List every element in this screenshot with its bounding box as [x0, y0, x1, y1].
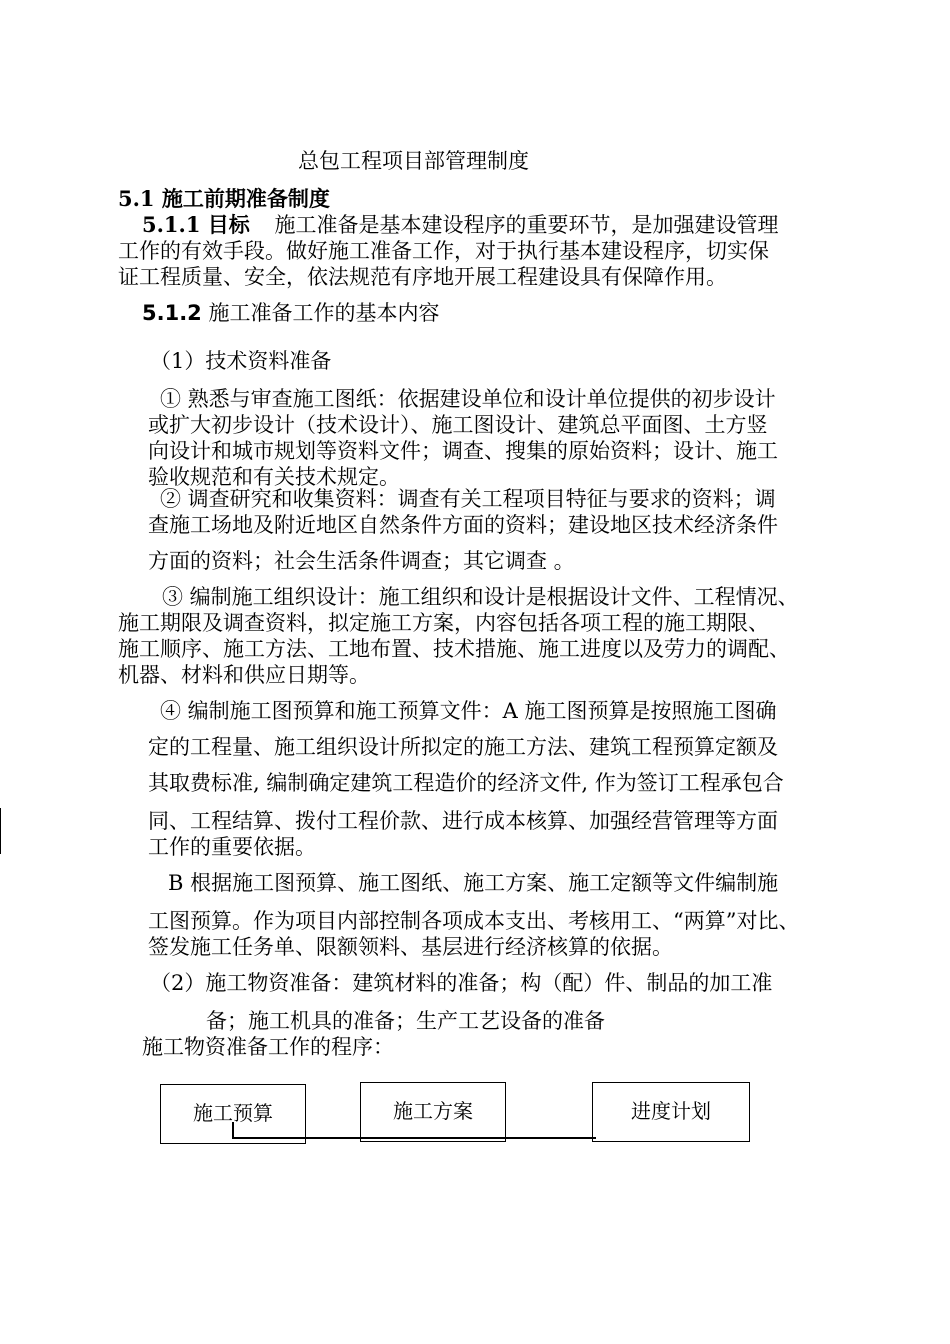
- goal-line-2: 工作的有效手段。做好施工准备工作，对于执行基本建设程序，切实保: [118, 239, 769, 263]
- p5-line-3: 签发施工任务单、限额领料、基层进行经济核算的依据。: [148, 935, 673, 959]
- p3-line-1: ③ 编制施工组织设计：施工组织和设计是根据设计文件、工程情况、: [162, 585, 799, 609]
- section-number: 5.1.2: [142, 301, 202, 325]
- p4-line-4: 同、工程结算、拨付工程价款、进行成本核算、加强经营管理等方面: [148, 809, 778, 833]
- p2-line-1: ② 调查研究和收集资料：调查有关工程项目特征与要求的资料；调: [160, 487, 776, 511]
- p1-line-4: 验收规范和有关技术规定。: [148, 465, 400, 489]
- p4-line-1: ④ 编制施工图预算和施工预算文件：A 施工图预算是按照施工图确: [160, 699, 777, 723]
- p1-line-2: 或扩大初步设计（技术设计）、施工图设计、建筑总平面图、土方竖: [148, 413, 768, 437]
- p5-line-2: 工图预算。作为项目内部控制各项成本支出、考核用工、“两算”对比、: [148, 909, 800, 933]
- p5-line-1: B 根据施工图预算、施工图纸、施工方案、施工定额等文件编制施: [168, 871, 779, 895]
- p4-line-2: 定的工程量、施工组织设计所拟定的施工方法、建筑工程预算定额及: [148, 735, 778, 759]
- p1-line-3: 向设计和城市规划等资料文件；调查、搜集的原始资料；设计、施工: [148, 439, 778, 463]
- section-heading-5-1: 5.1 施工前期准备制度: [118, 186, 330, 211]
- margin-mark: [0, 808, 1, 854]
- page-title: 总包工程项目部管理制度: [298, 149, 529, 173]
- item2-line-2: 备；施工机具的准备；生产工艺设备的准备: [206, 1009, 605, 1033]
- goal-line-3: 证工程质量、安全，依法规范有序地开展工程建设具有保障作用。: [118, 265, 727, 289]
- flow-box-budget: [160, 1084, 306, 1144]
- goal-label: 5.1.1 目标: [142, 212, 250, 237]
- p3-line-3: 施工顺序、施工方法、工地布置、技术措施、施工进度以及劳力的调配、: [118, 637, 790, 661]
- item2-line-1: （2）施工物资准备：建筑材料的准备；构（配）件、制品的加工准: [150, 971, 773, 995]
- goal-text: 施工准备是基本建设程序的重要环节，是加强建设管理: [274, 213, 779, 237]
- p2-line-3: 方面的资料；社会生活条件调查；其它调查 。: [148, 549, 575, 573]
- flow-box-schedule-label: 进度计划: [631, 1099, 711, 1123]
- p4-line-3: 其取费标准, 编制确定建筑工程造价的经济文件, 作为签订工程承包合: [148, 771, 784, 795]
- p1-line-1: ① 熟悉与审查施工图纸：依据建设单位和设计单位提供的初步设计: [160, 387, 776, 411]
- p3-line-2: 施工期限及调查资料，拟定施工方案，内容包括各项工程的施工期限、: [118, 611, 769, 635]
- flow-box-plan: [360, 1082, 506, 1142]
- flow-box-plan-label: 施工方案: [393, 1099, 473, 1123]
- flow-box-schedule: [592, 1082, 750, 1142]
- section-text: 施工准备工作的基本内容: [208, 301, 440, 325]
- p2-line-2: 查施工场地及附近地区自然条件方面的资料；建设地区技术经济条件: [148, 513, 778, 537]
- flow-box-budget-label: 施工预算: [193, 1101, 273, 1125]
- procedure-title: 施工物资准备工作的程序：: [142, 1035, 394, 1059]
- item1-title: （1）技术资料准备: [150, 349, 332, 373]
- p3-line-4: 机器、材料和供应日期等。: [118, 663, 370, 687]
- p4-line-5: 工作的重要依据。: [148, 835, 316, 859]
- section-heading-5-1-2: [142, 300, 439, 326]
- goal-line-1: [142, 212, 778, 238]
